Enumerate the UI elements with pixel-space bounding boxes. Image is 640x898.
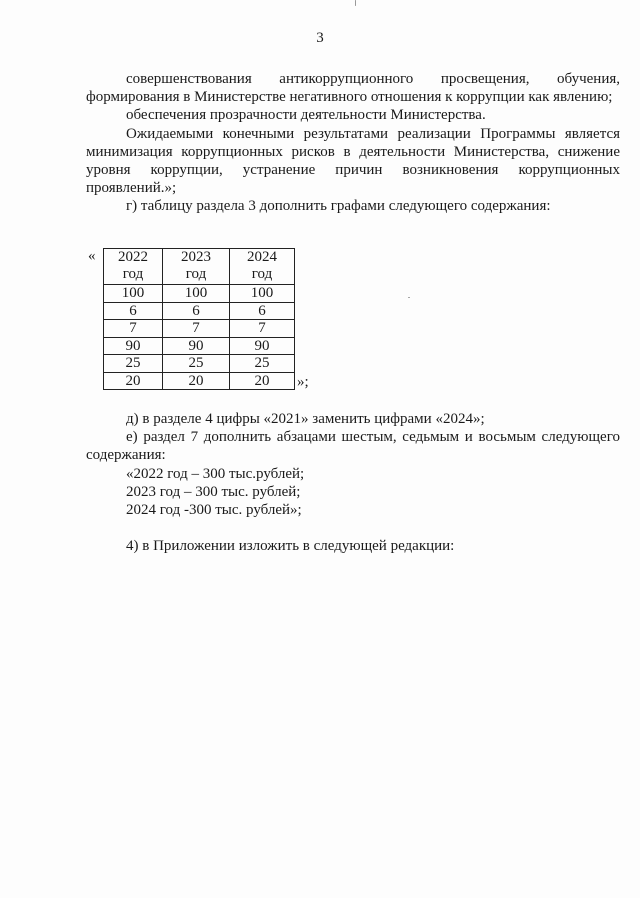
table-cell: 90: [163, 337, 230, 355]
table-row: [104, 302, 295, 320]
line-2022-amount: «2022 год – 300 тыс.рублей;: [126, 465, 305, 482]
body-text-bottom: [86, 410, 620, 555]
table-open-quote: «: [88, 248, 96, 264]
table-cell: 25: [230, 355, 295, 373]
table-cell: 100: [230, 285, 295, 303]
table-cell: 7: [230, 320, 295, 338]
table-cell: 90: [230, 337, 295, 355]
table-cell: 7: [163, 320, 230, 338]
scan-speck: [408, 297, 410, 298]
paragraph-prosveshchenie: совершенствования антикоррупционного просвещения, обучения, формирования в Министерстве негативного отношения к коррупции как явлению;: [86, 71, 620, 106]
table-row: [104, 320, 295, 338]
paragraph-item-4: 4) в Приложении изложить в следующей редакции:: [126, 538, 455, 555]
table-cell: 25: [104, 355, 163, 373]
paragraph-prozrachnost: обеспечения прозрачности деятельности Министерства.: [126, 107, 486, 124]
table-cell: 20: [230, 372, 295, 390]
table-header-2024: 2024 год: [230, 249, 295, 285]
table-row: [104, 285, 295, 303]
table-close-quote: »;: [297, 374, 309, 390]
paragraph-gap: [86, 519, 620, 537]
line-2024-amount: 2024 год -300 тыс. рублей»;: [126, 502, 302, 519]
paragraph-ozhidaemye-rezultaty: Ожидаемыми конечными результатами реализации Программы является минимизация коррупционных рисков в деятельности Министерства, снижение уровня коррупции, устранение причин возникновения коррупционных проявлений.»;: [86, 125, 620, 197]
table-cell: 100: [104, 285, 163, 303]
table-cell: 7: [104, 320, 163, 338]
table-cell: 6: [104, 302, 163, 320]
paragraph-item-g: г) таблицу раздела 3 дополнить графами следующего содержания:: [126, 198, 551, 215]
table-cell: 6: [163, 302, 230, 320]
table-header-2023: 2023 год: [163, 249, 230, 285]
table-cell: 25: [163, 355, 230, 373]
table-row: [104, 355, 295, 373]
years-table: [103, 248, 295, 390]
page-number: 3: [316, 30, 324, 46]
scan-speck: [355, 0, 356, 6]
table-cell: 6: [230, 302, 295, 320]
table-row: [104, 372, 295, 390]
table-row: [104, 337, 295, 355]
table-cell: 20: [104, 372, 163, 390]
table-cell: 100: [163, 285, 230, 303]
table-block: [86, 248, 386, 398]
body-text-top: [86, 70, 620, 216]
table-header-row: [104, 249, 295, 285]
table-cell: 90: [104, 337, 163, 355]
line-2023-amount: 2023 год – 300 тыс. рублей;: [126, 483, 301, 500]
table-cell: 20: [163, 372, 230, 390]
paragraph-item-d: д) в разделе 4 цифры «2021» заменить цифрами «2024»;: [126, 411, 485, 427]
paragraph-item-e: е) раздел 7 дополнить абзацами шестым, седьмым и восьмым следующего содержания:: [86, 429, 620, 464]
table-header-2022: 2022 год: [104, 249, 163, 285]
